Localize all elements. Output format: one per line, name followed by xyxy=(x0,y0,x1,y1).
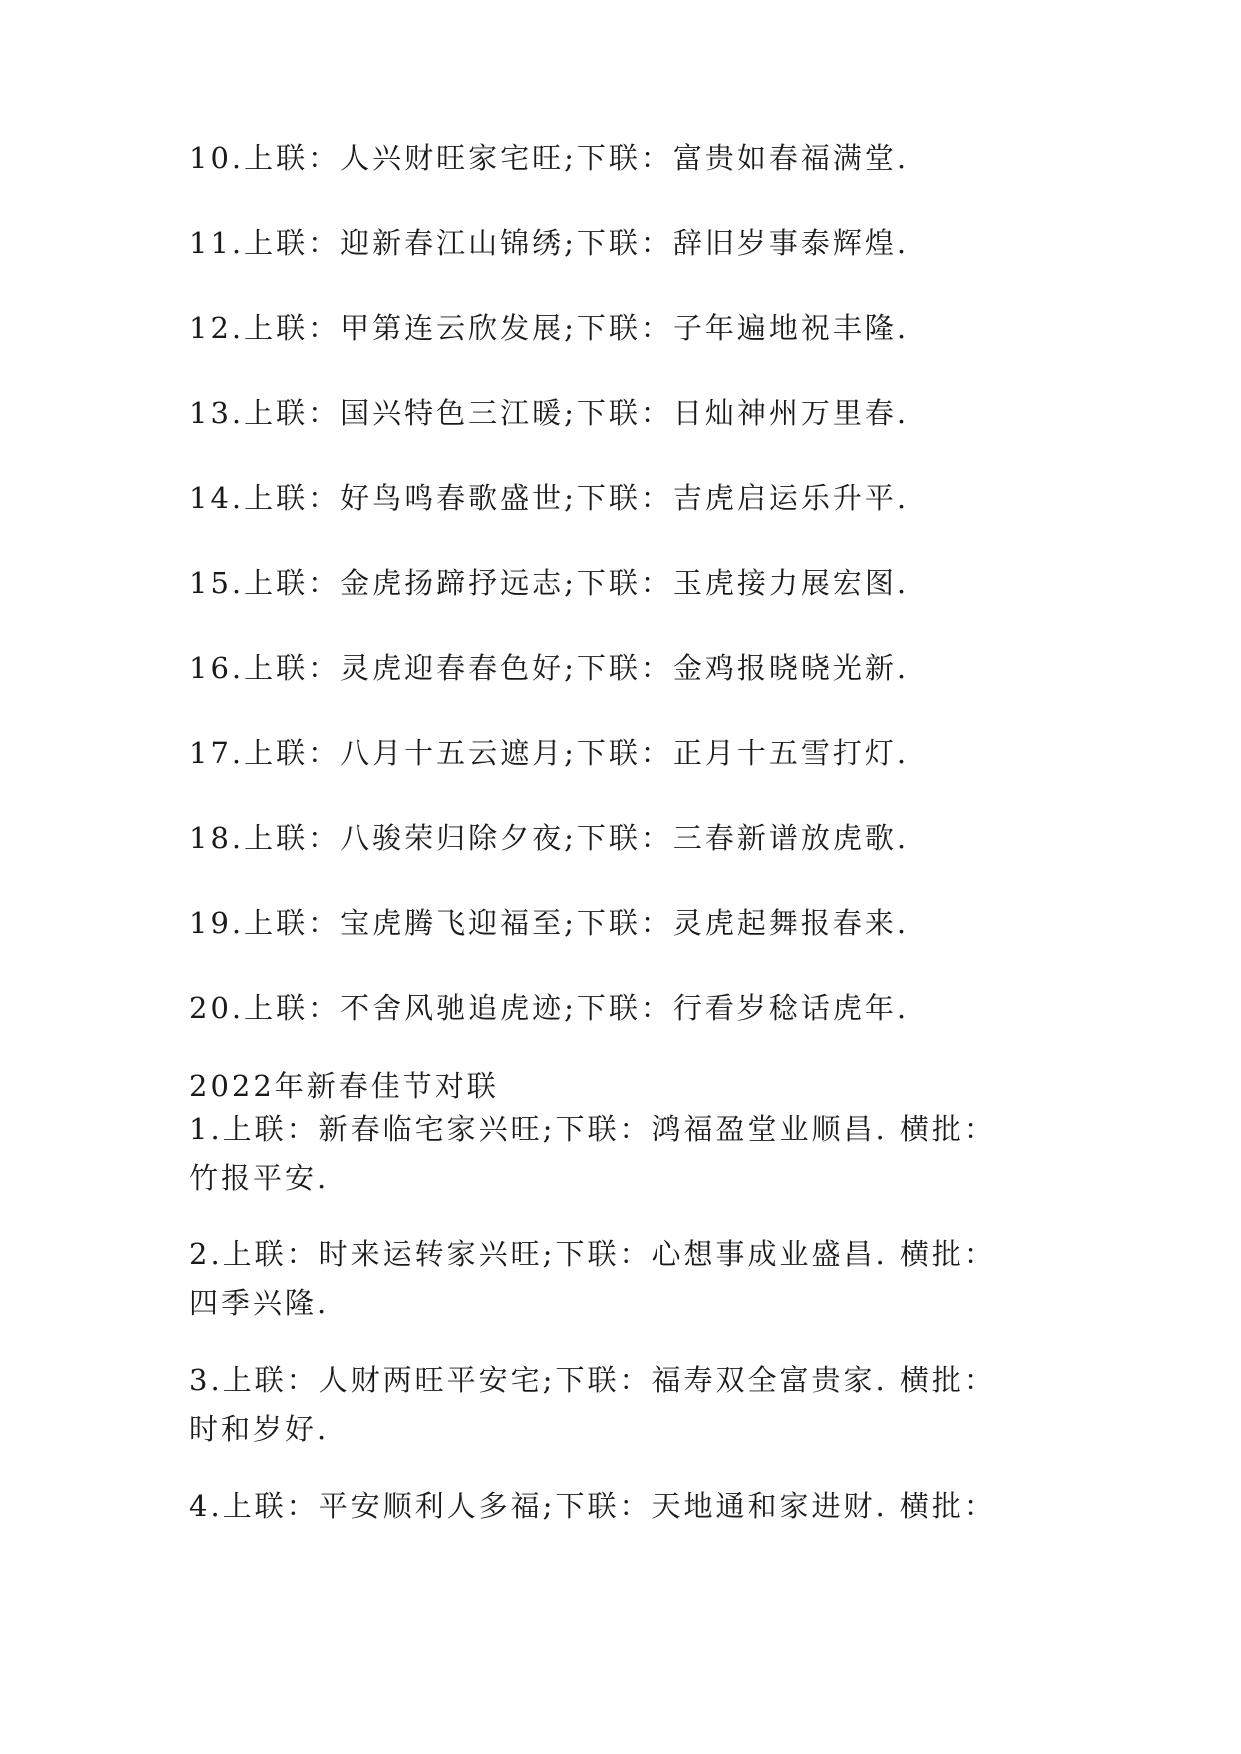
couplet-line: 15.上联：金虎扬蹄抒远志;下联：玉虎接力展宏图. xyxy=(189,566,910,600)
couplet-line: 11.上联：迎新春江山锦绣;下联：辞旧岁事泰辉煌. xyxy=(189,226,910,260)
couplet-line: 20.上联：不舍风驰追虎迹;下联：行看岁稔话虎年. xyxy=(189,991,910,1025)
couplet-line: 18.上联：八骏荣归除夕夜;下联：三春新谱放虎歌. xyxy=(189,821,910,855)
couplet-line: 16.上联：灵虎迎春春色好;下联：金鸡报晓晓光新. xyxy=(189,651,910,685)
couplet-continuation: 时和岁好. xyxy=(189,1412,330,1446)
couplet-line: 19.上联：宝虎腾飞迎福至;下联：灵虎起舞报春来. xyxy=(189,906,910,940)
couplet-line: 10.上联：人兴财旺家宅旺;下联：富贵如春福满堂. xyxy=(189,141,910,175)
couplet-line: 4.上联：平安顺利人多福;下联：天地通和家进财. 横批： xyxy=(189,1489,996,1523)
couplet-line: 14.上联：好鸟鸣春歌盛世;下联：吉虎启运乐升平. xyxy=(189,481,910,515)
couplet-line: 1.上联：新春临宅家兴旺;下联：鸿福盈堂业顺昌. 横批： xyxy=(189,1112,996,1146)
couplet-line: 12.上联：甲第连云欣发展;下联：子年遍地祝丰隆. xyxy=(189,311,910,345)
couplet-line: 3.上联：人财两旺平安宅;下联：福寿双全富贵家. 横批： xyxy=(189,1363,996,1397)
section-heading: 2022年新春佳节对联 xyxy=(189,1069,499,1103)
couplet-line: 2.上联：时来运转家兴旺;下联：心想事成业盛昌. 横批： xyxy=(189,1237,996,1271)
couplet-line: 13.上联：国兴特色三江暖;下联：日灿神州万里春. xyxy=(189,396,910,430)
couplet-line: 17.上联：八月十五云遮月;下联：正月十五雪打灯. xyxy=(189,736,910,770)
couplet-continuation: 竹报平安. xyxy=(189,1161,330,1195)
couplet-continuation: 四季兴隆. xyxy=(189,1286,330,1320)
